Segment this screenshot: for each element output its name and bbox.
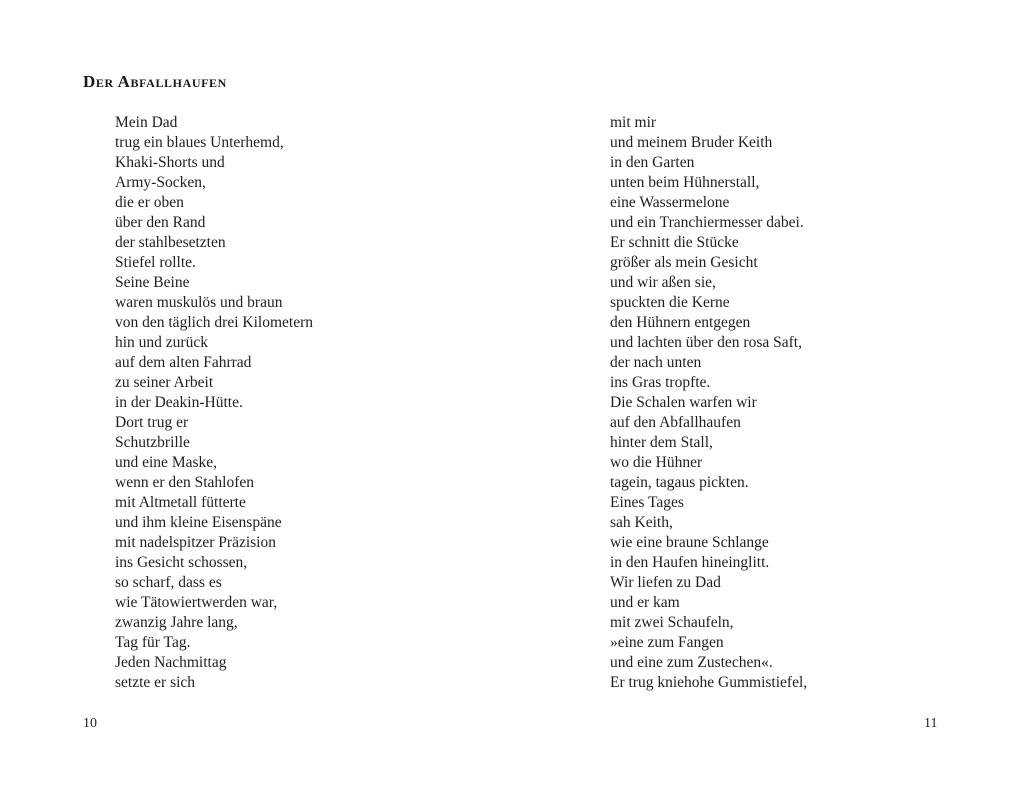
poem-line: und wir aßen sie, bbox=[610, 274, 716, 291]
poem-line: setzte er sich bbox=[115, 674, 196, 691]
poem-line: in den Garten bbox=[610, 154, 695, 171]
poem-line: wie Tätowiertwerden war, bbox=[115, 594, 278, 611]
poem-line: Jeden Nachmittag bbox=[115, 654, 227, 671]
poem-line: und eine Maske, bbox=[115, 454, 218, 471]
poem-line: Dort trug er bbox=[115, 414, 189, 431]
poem-line: ins Gesicht schossen, bbox=[115, 554, 248, 571]
poem-line: Er trug kniehohe Gummistiefel, bbox=[610, 674, 808, 691]
poem-line: auf den Abfallhaufen bbox=[610, 414, 741, 431]
poem-line: eine Wassermelone bbox=[610, 194, 730, 211]
left-page-number: 10 bbox=[83, 716, 97, 731]
poem-line: wenn er den Stahlofen bbox=[115, 474, 255, 491]
poem-line: größer als mein Gesicht bbox=[610, 254, 758, 271]
poem-line: Tag für Tag. bbox=[115, 634, 191, 651]
poem-line: Die Schalen warfen wir bbox=[610, 394, 757, 411]
poem-line: Army-Socken, bbox=[115, 174, 206, 191]
poem-line: Schutzbrille bbox=[115, 434, 190, 451]
poem-line: von den täglich drei Kilometern bbox=[115, 314, 313, 331]
poem-line: Khaki-Shorts und bbox=[115, 154, 225, 171]
poem-line: hin und zurück bbox=[115, 334, 208, 351]
poem-line: unten beim Hühnerstall, bbox=[610, 174, 760, 191]
poem-line: der nach unten bbox=[610, 354, 702, 371]
left-page-poem bbox=[115, 113, 313, 693]
poem-line: und meinem Bruder Keith bbox=[610, 134, 773, 151]
poem-line: den Hühnern entgegen bbox=[610, 314, 751, 331]
poem-line: trug ein blaues Unterhemd, bbox=[115, 134, 284, 151]
poem-line: mit zwei Schaufeln, bbox=[610, 614, 734, 631]
poem-line: so scharf, dass es bbox=[115, 574, 222, 591]
chapter-title: Der Abfallhaufen bbox=[83, 72, 227, 91]
poem-line: und eine zum Zustechen«. bbox=[610, 654, 773, 671]
right-page-poem bbox=[610, 113, 807, 693]
poem-line: zwanzig Jahre lang, bbox=[115, 614, 238, 631]
poem-line: Wir liefen zu Dad bbox=[610, 574, 721, 591]
poem-line: Mein Dad bbox=[115, 114, 178, 131]
poem-line: spuckten die Kerne bbox=[610, 294, 730, 311]
poem-line: und ihm kleine Eisenspäne bbox=[115, 514, 282, 531]
poem-line: in der Deakin-Hütte. bbox=[115, 394, 243, 411]
poem-line: Eines Tages bbox=[610, 494, 684, 511]
poem-line: und lachten über den rosa Saft, bbox=[610, 334, 802, 351]
poem-line: waren muskulös und braun bbox=[115, 294, 283, 311]
poem-line: die er oben bbox=[115, 194, 184, 211]
poem-line: tagein, tagaus pickten. bbox=[610, 474, 749, 491]
poem-line: in den Haufen hineinglitt. bbox=[610, 554, 770, 571]
poem-line: hinter dem Stall, bbox=[610, 434, 713, 451]
right-page-number: 11 bbox=[924, 716, 938, 731]
poem-line: wo die Hühner bbox=[610, 454, 703, 471]
poem-line: mit nadelspitzer Präzision bbox=[115, 534, 276, 551]
poem-line: wie eine braune Schlange bbox=[610, 534, 769, 551]
poem-line: »eine zum Fangen bbox=[610, 634, 724, 651]
poem-line: über den Rand bbox=[115, 214, 206, 231]
poem-line: Seine Beine bbox=[115, 274, 190, 291]
poem-line: und er kam bbox=[610, 594, 680, 611]
poem-line: Er schnitt die Stücke bbox=[610, 234, 739, 251]
poem-line: zu seiner Arbeit bbox=[115, 374, 214, 391]
poem-line: mit Altmetall fütterte bbox=[115, 494, 246, 511]
poem-line: und ein Tranchiermesser dabei. bbox=[610, 214, 804, 231]
poem-line: sah Keith, bbox=[610, 514, 673, 531]
poem-line: der stahlbesetzten bbox=[115, 234, 226, 251]
poem-line: mit mir bbox=[610, 114, 657, 131]
poem-line: auf dem alten Fahrrad bbox=[115, 354, 252, 371]
poem-line: ins Gras tropfte. bbox=[610, 374, 711, 391]
poem-line: Stiefel rollte. bbox=[115, 254, 196, 271]
